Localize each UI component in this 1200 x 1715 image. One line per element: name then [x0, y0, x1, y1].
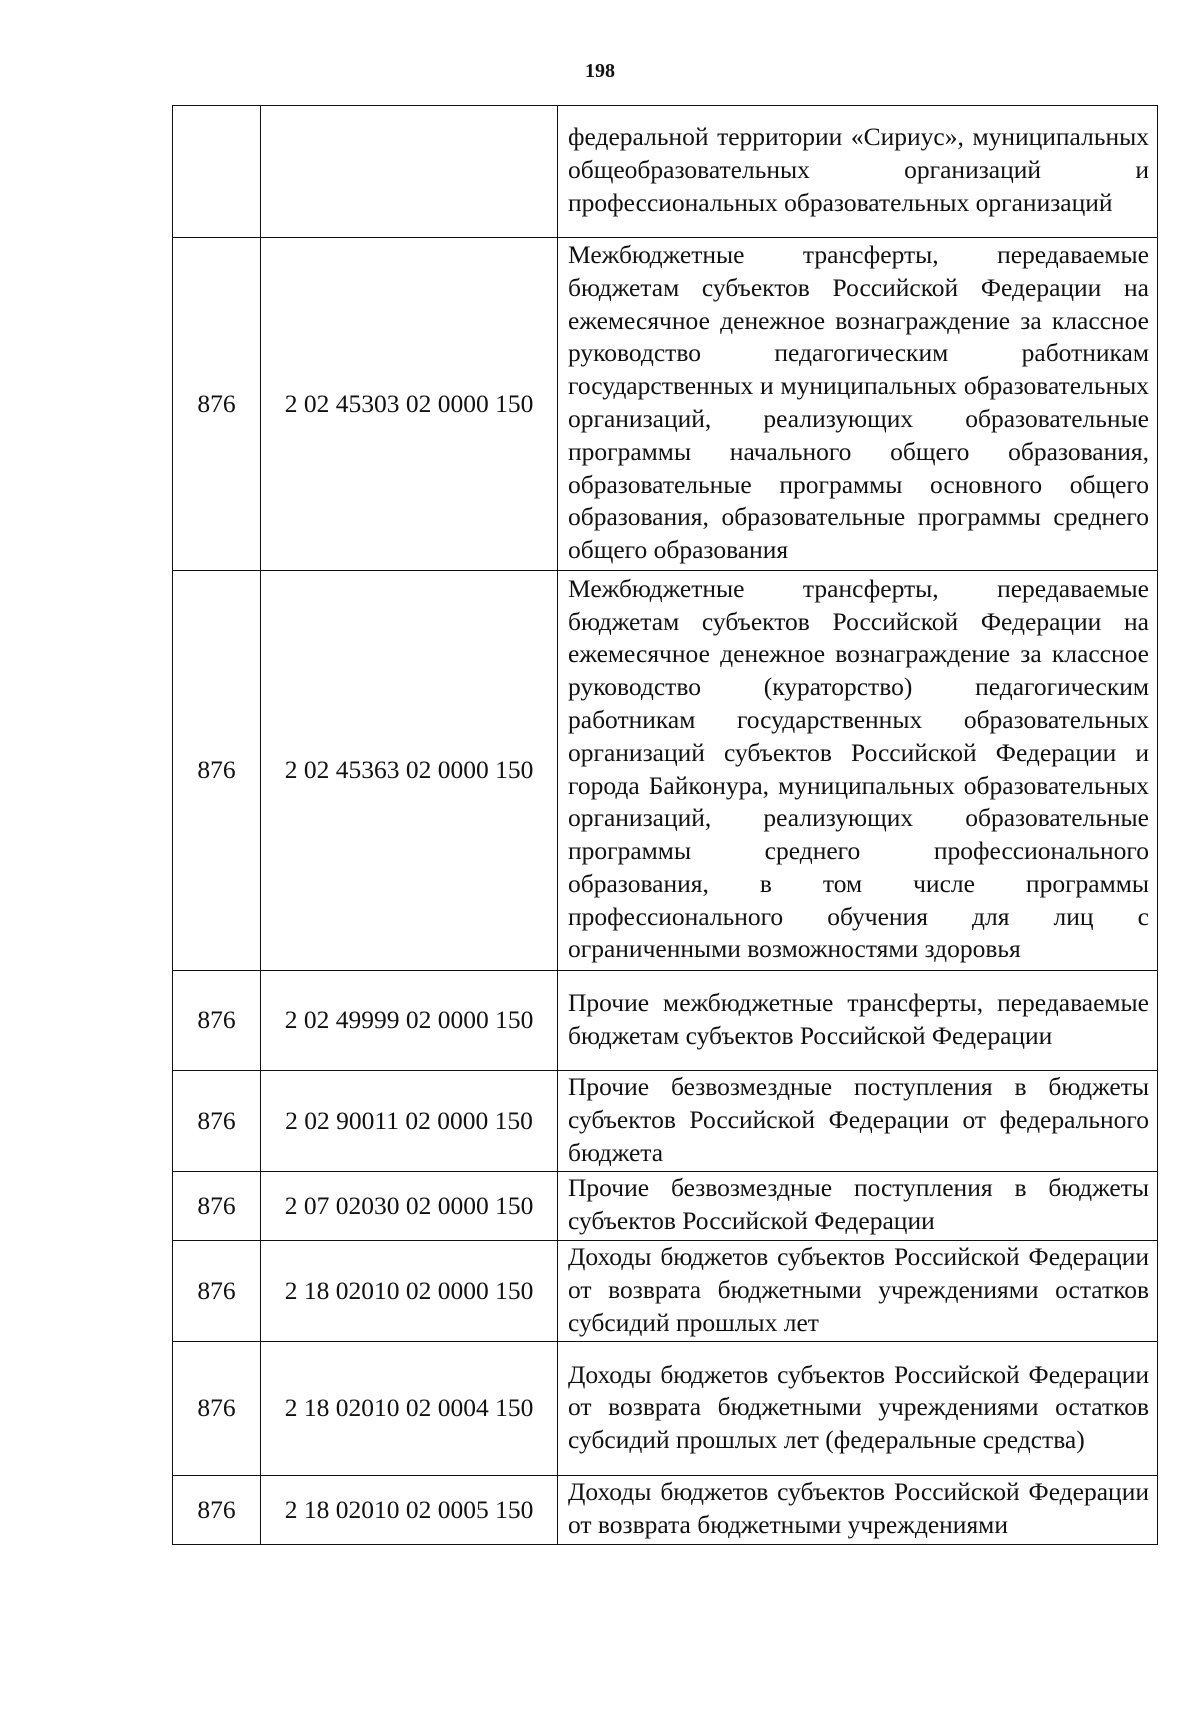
- description-text: Межбюджетные трансферты, передаваемые бюджетам субъектов Российской Федерации на ежемесячное денежное вознаграждение за классное руководство (кураторство) педагогическим работникам государственных образовательных организаций субъектов Российской Федерации и города Байконура, муниципальных образовательных организаций, реализующих образовательные программы среднего профессионального образования, в том числе программы профессионального обучения для лиц с ограниченными возможностями здоровья: [568, 573, 1149, 964]
- table-row: [173, 238, 1158, 571]
- description-cell: [558, 1342, 1158, 1476]
- page-number: 198: [585, 60, 615, 82]
- table-row: [173, 571, 1158, 971]
- description-cell: [558, 1172, 1158, 1241]
- description-text: Прочие межбюджетные трансферты, передаваемые бюджетам субъектов Российской Федерации: [568, 987, 1149, 1050]
- budget-code-cell: [261, 106, 558, 238]
- budget-code-cell: 2 18 02010 02 0000 150: [261, 1240, 558, 1341]
- budget-classification-table: [172, 105, 1158, 1545]
- admin-code-cell: 876: [173, 238, 261, 571]
- description-cell: [558, 1240, 1158, 1341]
- table-row: [173, 1172, 1158, 1241]
- budget-code-cell: 2 02 49999 02 0000 150: [261, 971, 558, 1071]
- budget-code-cell: 2 18 02010 02 0004 150: [261, 1342, 558, 1476]
- description-text: федеральной территории «Сириус», муниципальных общеобразовательных организаций и профессиональных образовательных организаций: [568, 122, 1149, 217]
- budget-code-cell: 2 02 45363 02 0000 150: [261, 571, 558, 971]
- description-cell: [558, 1476, 1158, 1545]
- admin-code-cell: 876: [173, 1071, 261, 1172]
- table-row: [173, 1342, 1158, 1476]
- budget-code-cell: 2 07 02030 02 0000 150: [261, 1172, 558, 1241]
- description-cell: [558, 1071, 1158, 1172]
- description-text: Прочие безвозмездные поступления в бюджеты субъектов Российской Федерации от федерального бюджета: [568, 1072, 1149, 1167]
- description-text: Межбюджетные трансферты, передаваемые бюджетам субъектов Российской Федерации на ежемесячное денежное вознаграждение за классное руководство педагогическим работникам государственных и муниципальных образовательных организаций, реализующих образовательные программы начального общего образования, образовательные программы основного общего образования, образовательные программы среднего общего образования: [568, 240, 1149, 565]
- budget-code-cell: 2 02 90011 02 0000 150: [261, 1071, 558, 1172]
- description-text: Прочие безвозмездные поступления в бюджеты субъектов Российской Федерации: [568, 1173, 1149, 1236]
- description-cell: [558, 971, 1158, 1071]
- admin-code-cell: 876: [173, 1172, 261, 1241]
- table-row: [173, 1240, 1158, 1341]
- description-cell: [558, 106, 1158, 238]
- table-row: [173, 1071, 1158, 1172]
- description-cell: [558, 571, 1158, 971]
- admin-code-cell: 876: [173, 1342, 261, 1476]
- description-text: Доходы бюджетов субъектов Российской Федерации от возврата бюджетными учреждениями остатков субсидий прошлых лет (федеральные средства): [568, 1359, 1149, 1455]
- admin-code-cell: 876: [173, 571, 261, 971]
- admin-code-cell: 876: [173, 1240, 261, 1341]
- admin-code-cell: 876: [173, 971, 261, 1071]
- description-text: Доходы бюджетов субъектов Российской Федерации от возврата бюджетными учреждениями остатков субсидий прошлых лет: [568, 1241, 1149, 1337]
- description-text: Доходы бюджетов субъектов Российской Федерации от возврата бюджетными учреждениями: [568, 1477, 1149, 1540]
- table-row: [173, 106, 1158, 238]
- admin-code-cell: 876: [173, 1476, 261, 1545]
- admin-code-cell: [173, 106, 261, 238]
- budget-code-cell: 2 02 45303 02 0000 150: [261, 238, 558, 571]
- description-cell: [558, 238, 1158, 571]
- table-row: [173, 1476, 1158, 1545]
- budget-code-cell: 2 18 02010 02 0005 150: [261, 1476, 558, 1545]
- table-row: [173, 971, 1158, 1071]
